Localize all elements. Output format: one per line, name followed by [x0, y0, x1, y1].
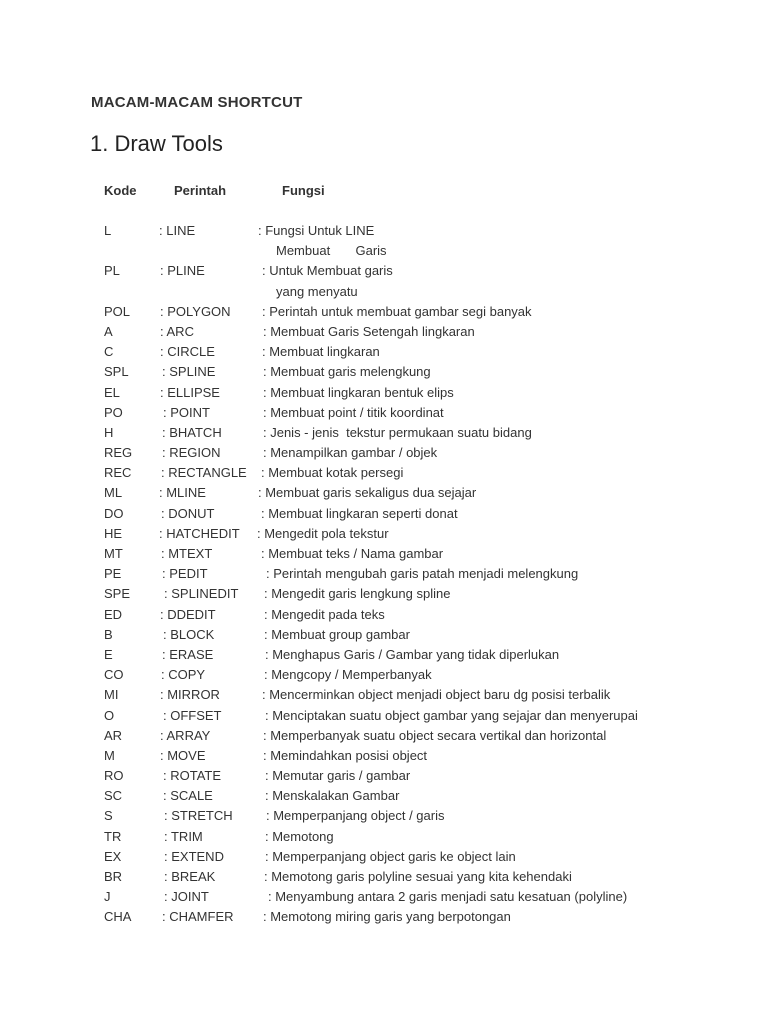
cell-kode: MI	[104, 687, 119, 703]
cell-kode: SPE	[104, 586, 131, 602]
cell-fungsi: : Membuat garis sekaligus dua sejajar	[258, 485, 477, 501]
cell-kode: CO	[104, 667, 124, 683]
table-row	[0, 443, 768, 463]
column-header-perintah: Perintah	[174, 183, 227, 198]
cell-kode: TR	[104, 828, 122, 844]
cell-fungsi: : Membuat lingkaran seperti donat	[261, 505, 458, 521]
table-row	[0, 564, 768, 584]
table-row	[0, 766, 768, 786]
cell-perintah: : PEDIT	[162, 566, 208, 582]
cell-kode: CHA	[104, 909, 132, 925]
cell-perintah: : LINE	[159, 223, 196, 238]
cell-kode: M	[104, 747, 115, 763]
cell-fungsi: : Perintah untuk membuat gambar segi banyak	[262, 303, 532, 319]
table-row	[0, 383, 768, 403]
cell-perintah: : ARRAY	[160, 727, 211, 743]
cell-fungsi: : Membuat group gambar	[264, 626, 410, 642]
cell-perintah: : HATCHEDIT	[159, 525, 240, 541]
cell-fungsi: : Memperpanjang object garis ke object lain	[265, 848, 516, 864]
cell-perintah: : REGION	[162, 445, 221, 461]
table-row-continuation	[0, 282, 768, 302]
cell-kode: DO	[104, 505, 124, 521]
table-row	[0, 645, 768, 665]
cell-kode: O	[104, 707, 115, 723]
table-row	[0, 625, 768, 645]
table-row	[0, 463, 768, 483]
table-row	[0, 827, 768, 847]
cell-perintah: : RECTANGLE	[161, 465, 247, 481]
table-row	[0, 665, 768, 685]
table-row	[0, 706, 768, 726]
cell-kode: B	[104, 626, 113, 642]
cell-fungsi: : Jenis - jenis tekstur permukaan suatu bidang	[263, 424, 532, 440]
cell-fungsi: : Membuat kotak persegi	[261, 465, 404, 481]
table-row	[0, 746, 768, 766]
cell-fungsi: : Membuat teks / Nama gambar	[261, 546, 444, 561]
table-row	[0, 261, 768, 281]
cell-kode: POL	[104, 303, 131, 319]
cell-kode: A	[104, 323, 113, 339]
cell-perintah: : MOVE	[160, 747, 206, 763]
cell-fungsi: : Memotong	[265, 828, 334, 844]
cell-kode: AR	[104, 727, 123, 743]
cell-perintah: : BREAK	[164, 869, 216, 884]
table-row	[0, 847, 768, 867]
cell-perintah: : MIRROR	[160, 687, 220, 703]
table-row	[0, 342, 768, 362]
cell-perintah: : TRIM	[164, 828, 203, 844]
cell-perintah: : ROTATE	[163, 768, 222, 784]
cell-perintah: : EXTEND	[164, 848, 224, 864]
table-row	[0, 907, 768, 927]
table-row	[0, 544, 768, 564]
cell-perintah: : OFFSET	[163, 707, 222, 723]
cell-kode: PE	[104, 566, 122, 582]
table-row	[0, 806, 768, 826]
cell-fungsi: : Membuat point / titik koordinat	[263, 404, 444, 420]
table-row	[0, 867, 768, 887]
table-row	[0, 362, 768, 382]
cell-kode: MT	[104, 546, 123, 561]
cell-perintah: : ERASE	[162, 646, 214, 662]
table-row	[0, 322, 768, 342]
cell-fungsi: : Mengedit pada teks	[264, 606, 385, 622]
cell-perintah: : ELLIPSE	[160, 384, 220, 400]
cell-fungsi: : Memotong miring garis yang berpotongan	[263, 909, 511, 925]
cell-fungsi: : Menskalakan Gambar	[265, 788, 400, 804]
table-row	[0, 403, 768, 423]
cell-fungsi: : Mengcopy / Memperbanyak	[264, 667, 432, 683]
table-row	[0, 524, 768, 544]
cell-perintah: : CHAMFER	[162, 909, 234, 925]
cell-fungsi: : Memperpanjang object / garis	[266, 808, 445, 824]
cell-fungsi: : Membuat garis melengkung	[263, 364, 431, 380]
table-row	[0, 302, 768, 322]
column-header-kode: Kode	[104, 183, 137, 198]
table-row	[0, 584, 768, 604]
cell-kode: PL	[104, 263, 120, 279]
cell-perintah: : DONUT	[161, 505, 215, 521]
cell-kode: H	[104, 424, 114, 440]
cell-kode: REC	[104, 465, 132, 481]
cell-perintah: : BLOCK	[163, 626, 215, 642]
table-row	[0, 221, 768, 241]
cell-kode: ED	[104, 606, 123, 622]
cell-fungsi: : Mengedit garis lengkung spline	[264, 586, 451, 602]
cell-kode: EL	[104, 384, 120, 400]
section-title: 1. Draw Tools	[90, 131, 223, 156]
cell-kode: EX	[104, 848, 122, 864]
cell-fungsi: : Memindahkan posisi object	[263, 747, 428, 763]
cell-perintah: : SPLINE	[162, 364, 216, 380]
cell-fungsi: : Membuat lingkaran bentuk elips	[263, 384, 454, 400]
cell-perintah: : COPY	[161, 667, 206, 683]
cell-kode: SC	[104, 788, 123, 804]
table-row	[0, 786, 768, 806]
cell-perintah: : BHATCH	[162, 424, 222, 440]
table-row	[0, 605, 768, 625]
table-row	[0, 887, 768, 907]
cell-fungsi: : Menyambung antara 2 garis menjadi satu kesatuan (polyline)	[268, 889, 628, 905]
cell-kode: PO	[104, 404, 123, 420]
cell-perintah: : POINT	[163, 404, 210, 420]
cell-fungsi: : Fungsi Untuk LINE	[258, 223, 375, 238]
cell-kode: RO	[104, 768, 124, 784]
cell-kode: BR	[104, 869, 123, 884]
cell-kode: ML	[104, 485, 123, 501]
cell-perintah: : POLYGON	[160, 303, 231, 319]
cell-fungsi: : Untuk Membuat garis	[262, 263, 393, 279]
cell-fungsi: : Mengedit pola tekstur	[257, 525, 389, 541]
cell-kode: C	[104, 344, 114, 360]
table-row	[0, 504, 768, 524]
cell-kode: SPL	[104, 364, 129, 380]
document-title: MACAM-MACAM SHORTCUT	[91, 94, 303, 111]
table-row	[0, 423, 768, 443]
column-header-fungsi: Fungsi	[282, 183, 325, 198]
cell-kode: S	[104, 808, 113, 824]
cell-fungsi: : Menghapus Garis / Gambar yang tidak diperlukan	[265, 646, 560, 662]
cell-kode: L	[104, 223, 112, 238]
cell-perintah: : JOINT	[164, 889, 209, 905]
cell-fungsi: : Perintah mengubah garis patah menjadi melengkung	[266, 566, 579, 582]
table-row	[0, 483, 768, 503]
cell-fungsi: Membuat Garis	[276, 243, 387, 259]
cell-perintah: : SCALE	[163, 788, 213, 804]
cell-fungsi: : Membuat Garis Setengah lingkaran	[263, 323, 475, 339]
table-row	[0, 685, 768, 705]
cell-perintah: : SPLINEDIT	[164, 586, 239, 602]
cell-perintah: : MLINE	[159, 485, 206, 501]
cell-fungsi: : Membuat lingkaran	[262, 344, 380, 360]
cell-fungsi: : Menciptakan suatu object gambar yang sejajar dan menyerupai	[265, 707, 638, 723]
cell-fungsi: : Menampilkan gambar / objek	[263, 445, 438, 461]
cell-kode: J	[104, 889, 111, 905]
table-row-continuation	[0, 241, 768, 261]
cell-kode: E	[104, 646, 113, 662]
cell-perintah: : STRETCH	[164, 808, 233, 824]
cell-fungsi: yang menyatu	[276, 283, 358, 299]
cell-kode: HE	[104, 525, 123, 541]
shortcut-table	[0, 221, 768, 928]
cell-perintah: : DDEDIT	[160, 606, 216, 622]
cell-fungsi: : Memotong garis polyline sesuai yang kita kehendaki	[264, 869, 572, 884]
cell-perintah: : CIRCLE	[160, 344, 215, 360]
cell-perintah: : PLINE	[160, 263, 205, 279]
cell-perintah: : ARC	[160, 323, 194, 339]
cell-perintah: : MTEXT	[161, 546, 213, 561]
cell-fungsi: : Memperbanyak suatu object secara vertikal dan horizontal	[263, 727, 607, 743]
cell-kode: REG	[104, 445, 133, 461]
table-row	[0, 726, 768, 746]
cell-fungsi: : Mencerminkan object menjadi object baru dg posisi terbalik	[262, 687, 611, 703]
cell-fungsi: : Memutar garis / gambar	[265, 768, 411, 784]
